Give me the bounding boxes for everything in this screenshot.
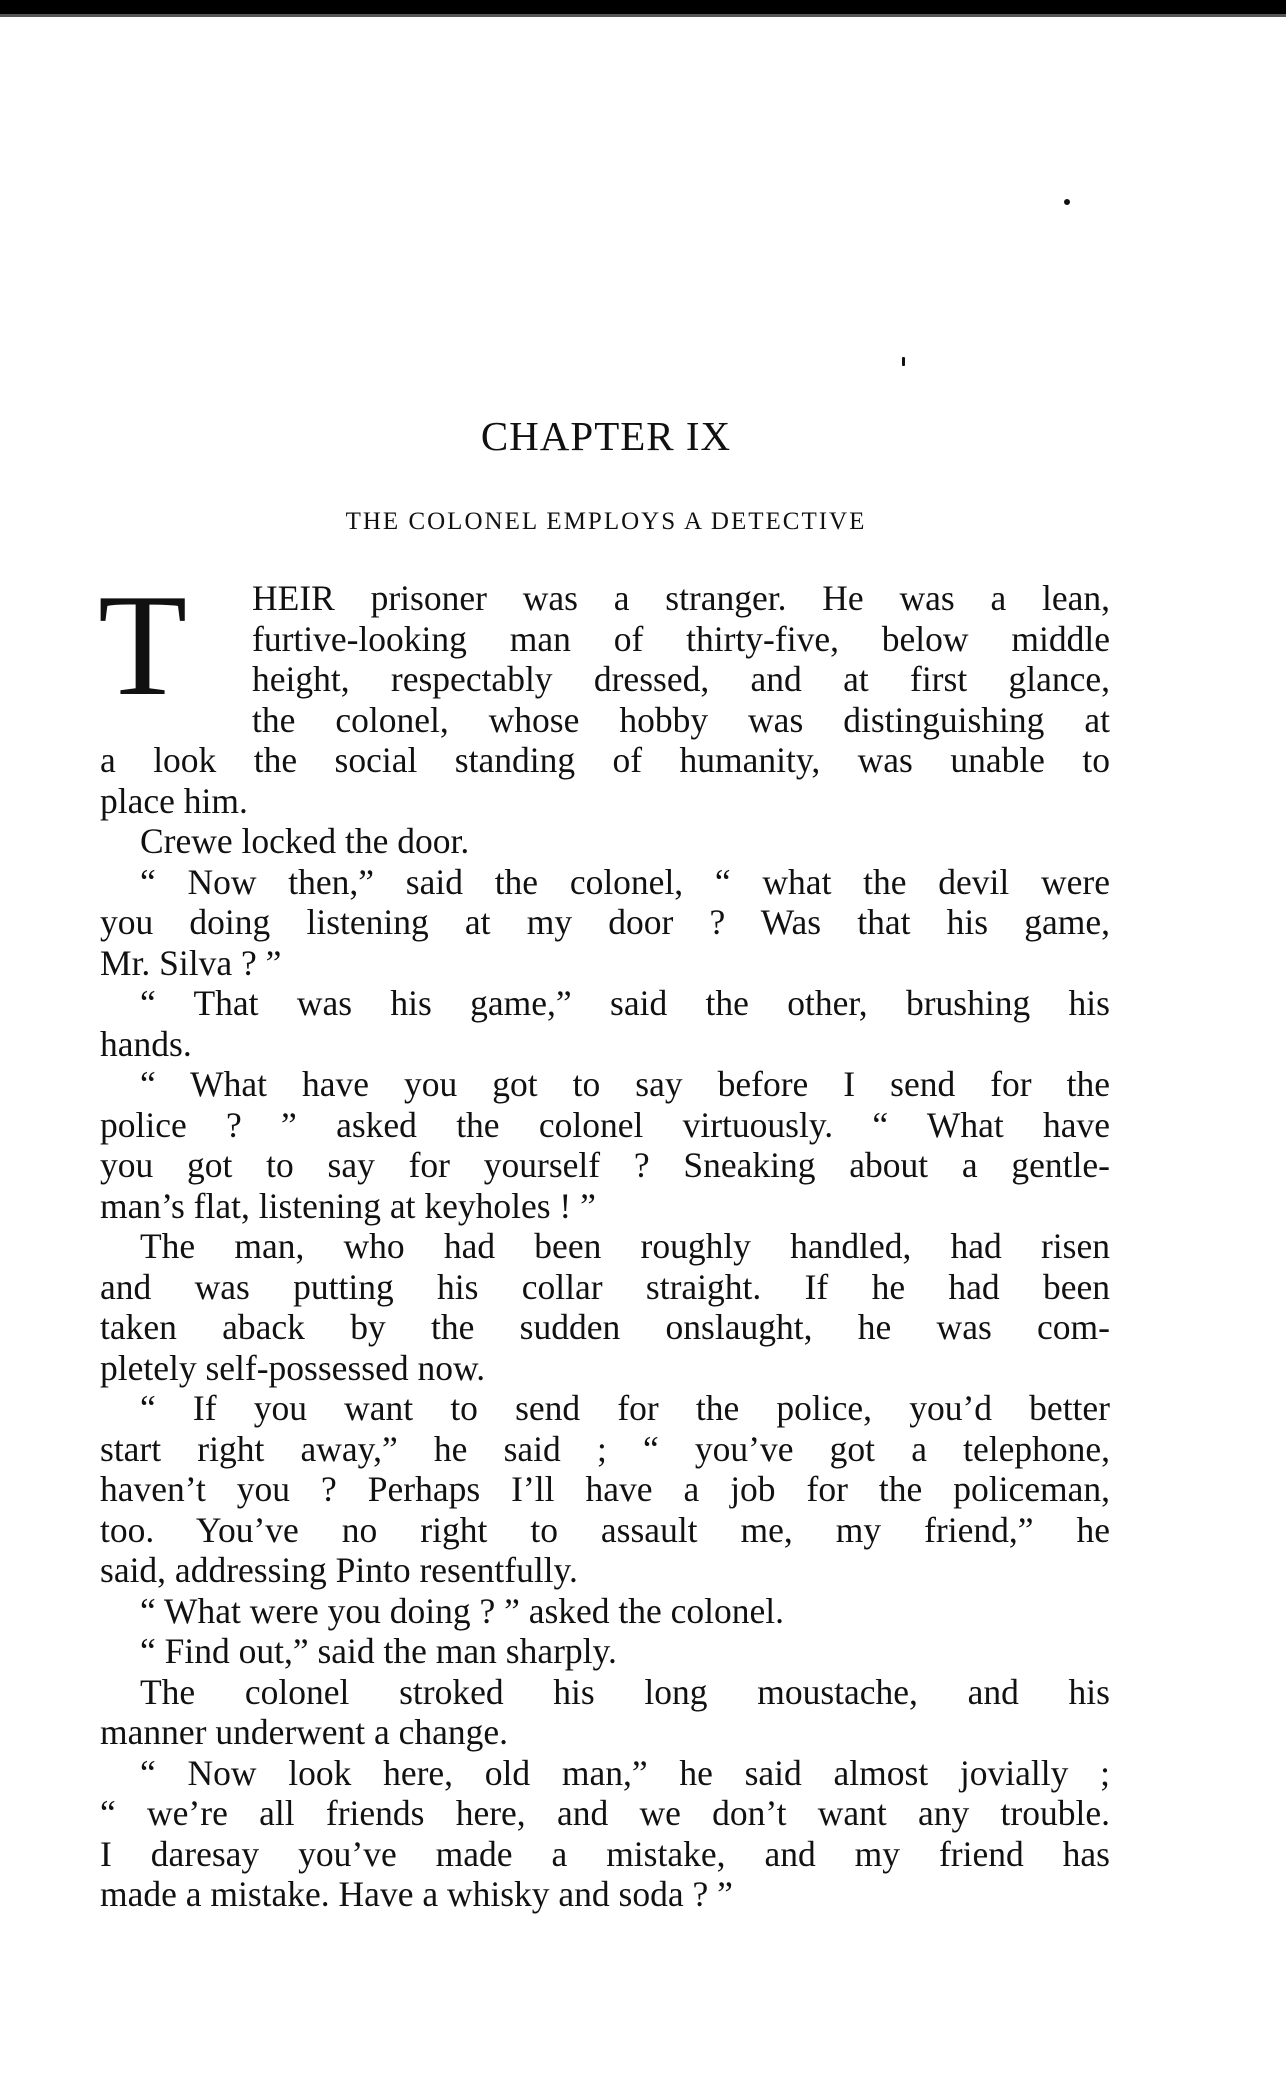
text-line: pletely self-possessed now.: [100, 1347, 486, 1388]
text-line: The man, who had been roughly handled, had risen: [140, 1226, 1110, 1266]
text-line: “ Now look here, old man,” he said almost jovially ;: [140, 1752, 1110, 1793]
text-line: height, respectably dressed, and at first glance,: [252, 659, 1110, 699]
text-line: man’s flat, listening at keyholes ! ”: [100, 1185, 596, 1226]
text-line: Mr. Silva ? ”: [100, 942, 282, 983]
top-edge-rule-thin: [0, 14, 1286, 17]
top-edge-rule: [0, 0, 1286, 14]
text-line: taken aback by the sudden onslaught, he was com-: [100, 1307, 1110, 1347]
text-line: you doing listening at my door ? Was that his game,: [100, 902, 1110, 942]
text-line: hands.: [100, 1023, 192, 1064]
text-line: too. You’ve no right to assault me, my friend,” he: [100, 1509, 1110, 1550]
text-line: the colonel, whose hobby was distinguishing at: [252, 699, 1110, 740]
chapter-subtitle: THE COLONEL EMPLOYS A DETECTIVE: [345, 508, 867, 535]
text-line: “ Find out,” said the man sharply.: [140, 1631, 617, 1671]
text-line: Crewe locked the door.: [140, 821, 470, 861]
text-line: The colonel stroked his long moustache, and his: [140, 1671, 1110, 1712]
chapter-title: CHAPTER IX: [480, 413, 732, 459]
text-line: “ What were you doing ? ” asked the colonel.: [140, 1590, 785, 1631]
text-line: “ we’re all friends here, and we don’t want any trouble.: [100, 1793, 1110, 1833]
text-line: police ? ” asked the colonel virtuously. “ What have: [100, 1104, 1110, 1145]
text-line: place him.: [100, 780, 248, 821]
text-line: and was putting his collar straight. If he had been: [100, 1266, 1110, 1307]
text-line: “ That was his game,” said the other, brushing his: [140, 983, 1110, 1023]
text-line: I daresay you’ve made a mistake, and my friend has: [100, 1833, 1110, 1874]
text-line: haven’t you ? Perhaps I’ll have a job for the policeman,: [100, 1469, 1110, 1509]
text-line: you got to say for yourself ? Sneaking about a gentle-: [100, 1145, 1110, 1185]
text-line: start right away,” he said ; “ you’ve got a telephone,: [100, 1428, 1110, 1469]
ink-speck: [902, 357, 905, 366]
text-line: made a mistake. Have a whisky and soda ? ”: [100, 1874, 733, 1914]
body-text: [98, 564, 1110, 1915]
text-line: furtive-looking man of thirty-five, below middle: [252, 618, 1110, 659]
drop-cap: T: [98, 564, 188, 726]
text-line: “ If you want to send for the police, you’d better: [140, 1388, 1110, 1428]
text-line: HEIR prisoner was a stranger. He was a lean,: [252, 578, 1110, 618]
text-line: “ Now then,” said the colonel, “ what the devil were: [140, 861, 1110, 902]
text-line: manner underwent a change.: [100, 1712, 509, 1752]
text-line: “ What have you got to say before I send for the: [140, 1064, 1110, 1104]
text-line: a look the social standing of humanity, was unable to: [100, 740, 1110, 780]
text-line: said, addressing Pinto resentfully.: [100, 1550, 578, 1590]
ink-speck: [1064, 199, 1070, 205]
